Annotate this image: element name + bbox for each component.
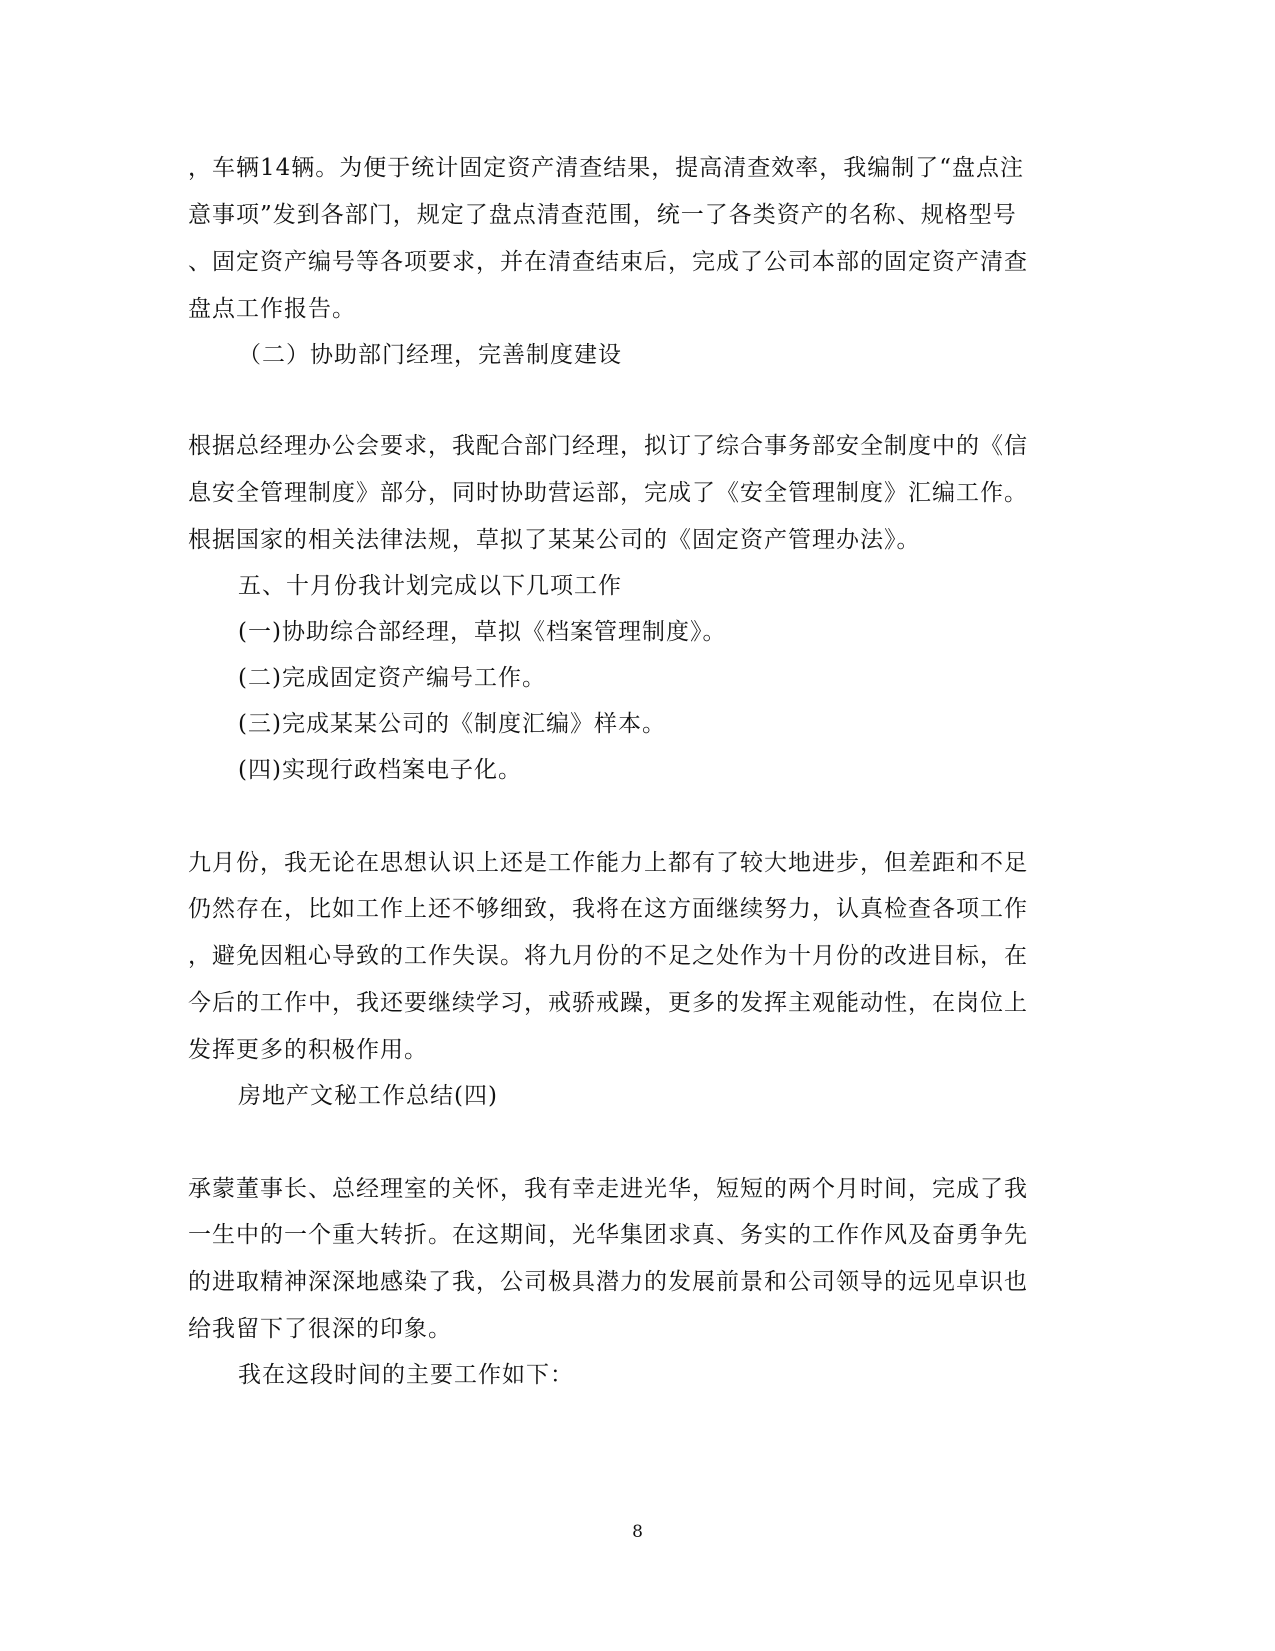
text-line: 我在这段时间的主要工作如下： [238,1362,574,1388]
text-line: 、固定资产编号等各项要求，并在清查结束后，完成了公司本部的固定资产清查 [188,249,1028,275]
text-line: 根据国家的相关法律法规，草拟了某某公司的《固定资产管理办法》。 [188,527,921,553]
text-line: 九月份，我无论在思想认识上还是工作能力上都有了较大地进步，但差距和不足 [188,850,1028,876]
list-item: (四)实现行政档案电子化。 [238,757,522,783]
text-line: ，避免因粗心导致的工作失误。将九月份的不足之处作为十月份的改进目标，在 [188,943,1028,969]
section-title: 房地产文秘工作总结(四) [238,1083,498,1109]
list-item: (二)完成固定资产编号工作。 [238,665,546,691]
section-heading: 五、十月份我计划完成以下几项工作 [238,573,622,599]
list-item: (三)完成某某公司的《制度汇编》样本。 [238,711,666,737]
page-number: 8 [632,1522,643,1542]
section-heading: （二）协助部门经理，完善制度建设 [238,342,622,368]
text-line: 盘点工作报告。 [188,296,356,322]
list-item: (一)协助综合部经理，草拟《档案管理制度》。 [238,619,727,645]
text-line: 息安全管理制度》部分，同时协助营运部，完成了《安全管理制度》汇编工作。 [188,480,1028,506]
text-line: 根据总经理办公会要求，我配合部门经理，拟订了综合事务部安全制度中的《信 [188,433,1028,459]
text-line: 一生中的一个重大转折。在这期间，光华集团求真、务实的工作作风及奋勇争先 [188,1222,1028,1248]
text-line: 的进取精神深深地感染了我，公司极具潜力的发展前景和公司领导的远见卓识也 [188,1269,1028,1295]
text-line: 仍然存在，比如工作上还不够细致，我将在这方面继续努力，认真检查各项工作 [188,896,1028,922]
text-line: 今后的工作中，我还要继续学习，戒骄戒躁，更多的发挥主观能动性，在岗位上 [188,990,1028,1016]
text-line: 发挥更多的积极作用。 [188,1037,428,1063]
text-line: 给我留下了很深的印象。 [188,1316,452,1342]
text-line: ，车辆14辆。为便于统计固定资产清查结果，提高清查效率，我编制了“盘点注 [188,155,1025,181]
text-line: 意事项”发到各部门，规定了盘点清查范围，统一了各类资产的名称、规格型号 [188,202,1017,228]
text-line: 承蒙董事长、总经理室的关怀，我有幸走进光华，短短的两个月时间，完成了我 [188,1176,1028,1202]
